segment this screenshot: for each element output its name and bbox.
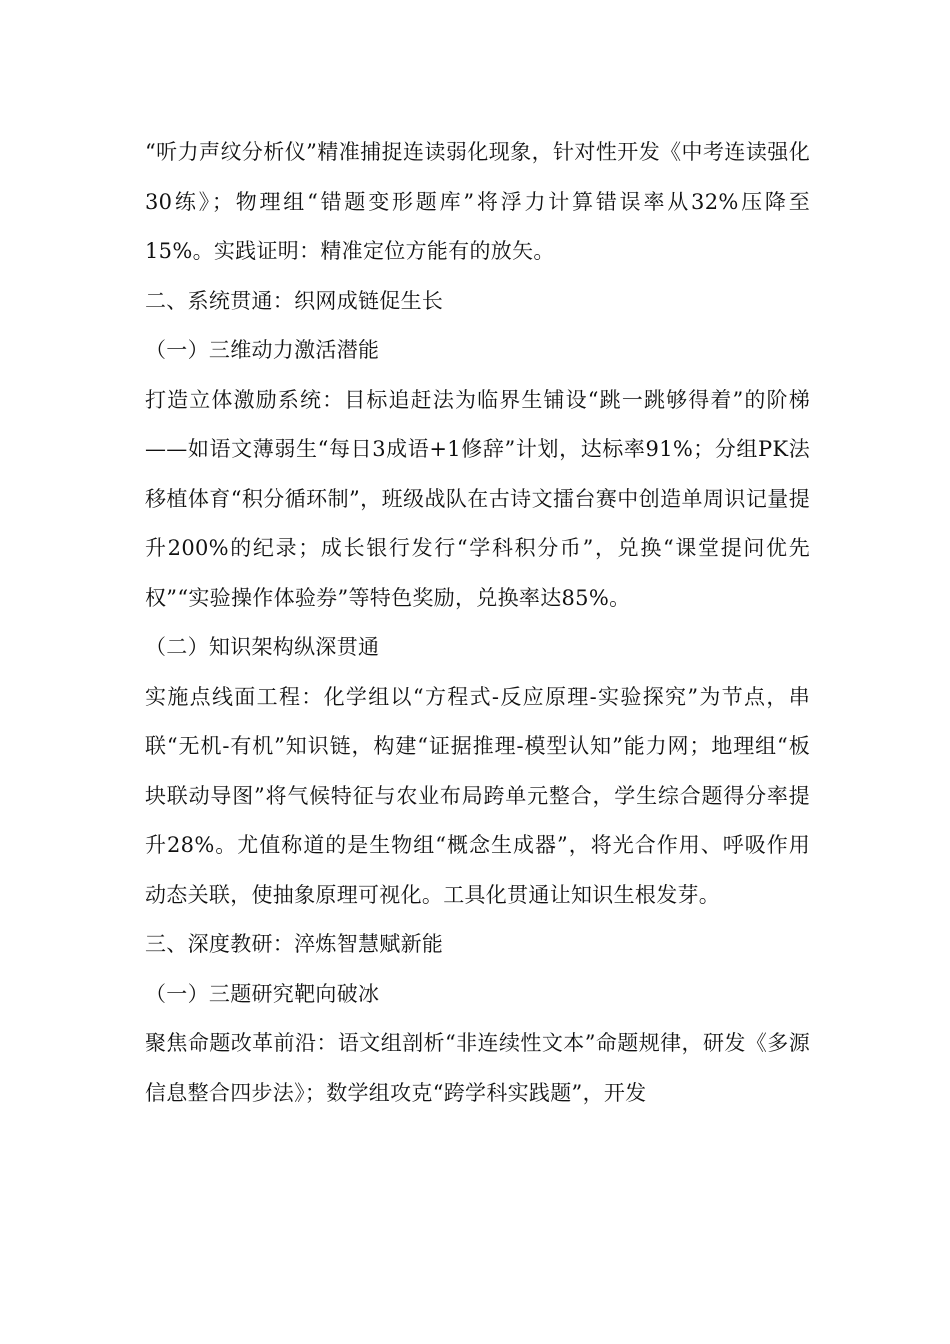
body-paragraph: 实施点线面工程：化学组以“方程式-反应原理-实验探究”为节点，串联“无机-有机”知识链，构建“证据推理-模型认知”能力网；地理组“板块联动导图”将气候特征与农业布局跨单元整合，学生综合题得分率提升28%。尤值称道的是生物组“概念生成器”，将光合作用、呼吸作用动态关联，使抽象原理可视化。工具化贯通让知识生根发芽。: [145, 684, 810, 907]
body-paragraph: 聚焦命题改革前沿：语文组剖析“非连续性文本”命题规律，研发《多源信息整合四步法》；数学组攻克“跨学科实践题”，开发: [145, 1031, 810, 1105]
subsection-heading: （一）三题研究靶向破冰: [145, 981, 380, 1006]
section-heading: 二、系统贯通：织网成链促生长: [145, 288, 444, 313]
subsection-heading: （一）三维动力激活潜能: [145, 338, 380, 362]
section-heading: 三、深度教研：淬炼智慧赋新能: [145, 932, 444, 956]
document-page: [145, 128, 810, 1118]
subsection-heading: （二）知识架构纵深贯通: [145, 635, 380, 659]
body-paragraph: “听力声纹分析仪”精准捕捉连读弱化现象，针对性开发《中考连读强化30练》；物理组“错题变形题库”将浮力计算错误率从32%压降至15%。实践证明：精准定位方能有的放矢。: [145, 140, 810, 263]
body-paragraph: 打造立体激励系统：目标追赶法为临界生铺设“跳一跳够得着”的阶梯——如语文薄弱生“每日3成语+1修辞”计划，达标率91%；分组PK法移植体育“积分循环制”，班级战队在古诗文擂台赛中创造单周识记量提升200%的纪录；成长银行发行“学科积分币”，兑换“课堂提问优先权”“实验操作体验券”等特色奖励，兑换率达85%。: [145, 387, 810, 610]
